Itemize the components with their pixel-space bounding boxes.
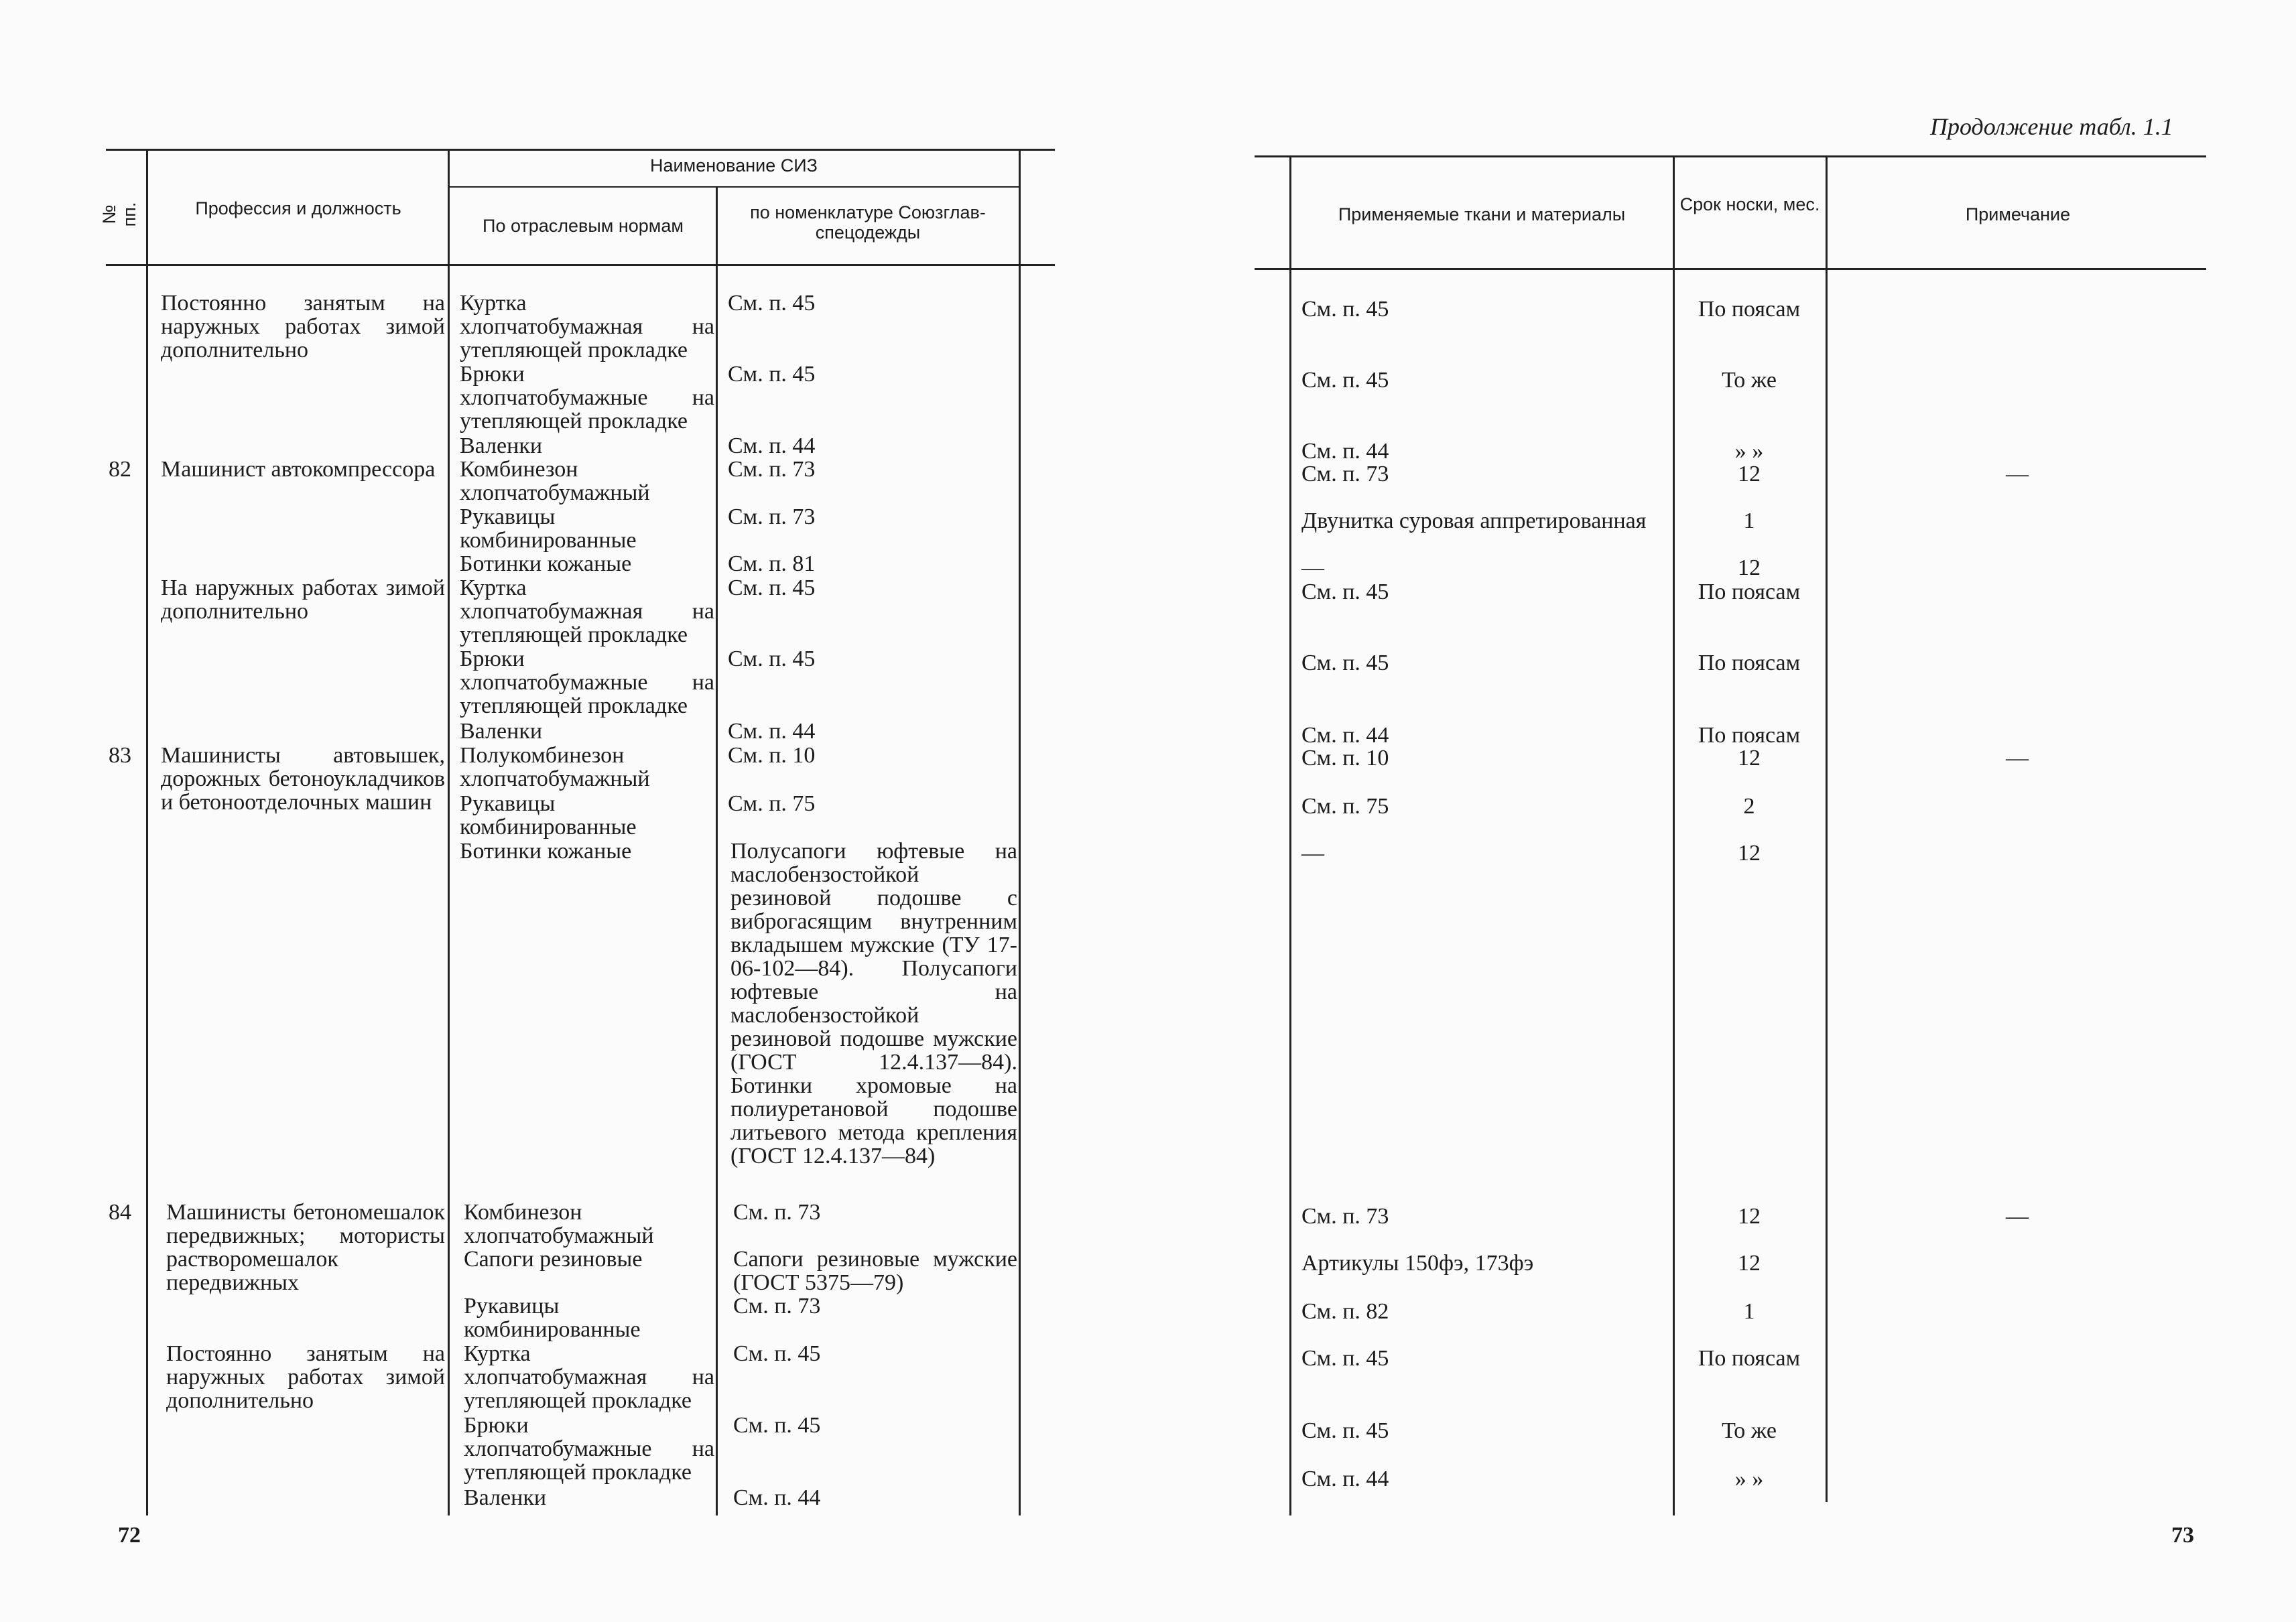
table-caption: Продолжение табл. 1.1 bbox=[1930, 113, 2173, 140]
note-cell: — bbox=[2006, 1204, 2029, 1229]
materials-cell: См. п. 45 bbox=[1301, 1346, 1389, 1371]
materials-cell: См. п. 82 bbox=[1301, 1299, 1389, 1324]
header-term: Срок носки, мес. bbox=[1679, 194, 1820, 214]
siz-nomenclature: См. п. 73 bbox=[728, 457, 816, 482]
siz-nomenclature: См. п. 75 bbox=[728, 791, 816, 816]
term-cell: 12 bbox=[1738, 746, 1761, 770]
materials-cell: См. п. 73 bbox=[1301, 462, 1389, 486]
siz-industry: Полукомбинезон хлопчатобумажный bbox=[460, 743, 650, 791]
siz-industry: Куртка хлопчатобумажная на утепляющей прокладке bbox=[460, 576, 714, 647]
siz-industry: Брюки хлопчатобумажные на утепляющей прокладке bbox=[460, 362, 714, 433]
header-note: Примечание bbox=[1965, 204, 2071, 224]
term-cell: То же bbox=[1722, 368, 1777, 393]
col-divider bbox=[146, 149, 148, 1515]
profession: На наружных работах зимой дополнительно bbox=[161, 576, 445, 624]
profession: Постоянно занятым на наружных работах зимой дополнительно bbox=[166, 1341, 445, 1413]
term-cell: 1 bbox=[1743, 509, 1755, 533]
siz-nomenclature: См. п. 73 bbox=[728, 504, 816, 529]
siz-industry: Валенки bbox=[460, 719, 543, 744]
term-cell: По поясам bbox=[1698, 723, 1801, 748]
col-divider bbox=[1289, 155, 1291, 1515]
term-cell: По поясам bbox=[1698, 580, 1801, 604]
note-cell: — bbox=[2006, 462, 2029, 486]
siz-nomenclature: См. п. 45 bbox=[728, 647, 816, 671]
term-cell: 12 bbox=[1738, 555, 1761, 580]
materials-cell: — bbox=[1301, 555, 1324, 580]
page-number: 73 bbox=[2171, 1523, 2194, 1548]
materials-cell: См. п. 45 bbox=[1301, 297, 1389, 322]
siz-nomenclature: Полусапоги юфтевые на маслобензостойкой резиновой подошве с виброгасящим внутренним вкладышем мужские (ТУ 17-06-102—84). Полусапоги юфтевые на маслобензостойкой резиновой подошве мужские (ГОСТ 12.4.137—84). Ботинки хромовые на полиуретановой подошве литьевого метода крепления (ГОСТ 12.4.137—84) bbox=[730, 839, 1017, 1168]
table-top-rule bbox=[106, 149, 1055, 151]
term-cell: По поясам bbox=[1698, 1346, 1801, 1371]
col-divider bbox=[1019, 149, 1021, 1515]
materials-cell: См. п. 45 bbox=[1301, 1418, 1389, 1443]
term-cell: 12 bbox=[1738, 841, 1761, 866]
term-cell: » » bbox=[1734, 1467, 1764, 1491]
materials-cell: Двунитка суровая аппретированная bbox=[1301, 509, 1647, 533]
term-cell: 12 bbox=[1738, 1251, 1761, 1276]
siz-industry: Ботинки кожаные bbox=[460, 551, 632, 576]
siz-nomenclature: См. п. 73 bbox=[733, 1200, 821, 1225]
header-profession: Профессия и должность bbox=[195, 198, 401, 218]
siz-nomenclature: См. п. 45 bbox=[733, 1413, 821, 1438]
siz-nomenclature: См. п. 73 bbox=[733, 1294, 821, 1319]
siz-industry: Куртка хлопчатобумажная на утепляющей прокладке bbox=[460, 291, 714, 362]
materials-cell: См. п. 44 bbox=[1301, 1467, 1389, 1491]
col-divider bbox=[448, 149, 450, 1515]
header-bottom-rule bbox=[106, 264, 1055, 266]
siz-industry: Куртка хлопчатобумажная на утепляющей прокладке bbox=[464, 1341, 714, 1413]
materials-cell: — bbox=[1301, 841, 1324, 866]
term-cell: То же bbox=[1722, 1418, 1777, 1443]
materials-cell: См. п. 10 bbox=[1301, 746, 1389, 770]
table-top-rule bbox=[1255, 155, 2206, 157]
materials-cell: См. п. 44 bbox=[1301, 723, 1389, 748]
term-cell: 12 bbox=[1738, 1204, 1761, 1229]
siz-industry: Рукавицы комбинированные bbox=[464, 1294, 641, 1342]
siz-industry: Рукавицы комбинированные bbox=[460, 504, 637, 553]
materials-cell: См. п. 73 bbox=[1301, 1204, 1389, 1229]
siz-industry: Рукавицы комбинированные bbox=[460, 791, 637, 839]
header-num: № пп. bbox=[99, 202, 139, 227]
materials-cell: См. п. 45 bbox=[1301, 651, 1389, 675]
siz-industry: Сапоги резиновые bbox=[464, 1247, 643, 1272]
siz-nomenclature: См. п. 44 bbox=[728, 719, 816, 744]
header-materials: Применяемые ткани и материалы bbox=[1338, 204, 1626, 224]
siz-industry: Ботинки кожаные bbox=[460, 839, 632, 864]
siz-industry: Брюки хлопчатобумажные на утепляющей прокладке bbox=[464, 1413, 714, 1485]
header-subrule bbox=[449, 186, 1020, 188]
row-number: 83 bbox=[109, 743, 131, 768]
siz-nomenclature: См. п. 45 bbox=[728, 576, 816, 600]
profession: Машинисты бетономешалок передвижных; мотористы растворомешалок передвижных bbox=[166, 1200, 445, 1295]
header-bottom-rule bbox=[1255, 268, 2206, 270]
siz-industry: Брюки хлопчатобумажные на утепляющей прокладке bbox=[460, 647, 714, 718]
term-cell: 2 bbox=[1743, 794, 1755, 819]
materials-cell: См. п. 45 bbox=[1301, 580, 1389, 604]
siz-industry: Комбинезон хлопчатобумажный bbox=[464, 1200, 654, 1248]
siz-industry: Комбинезон хлопчатобумажный bbox=[460, 457, 650, 505]
materials-cell: См. п. 75 bbox=[1301, 794, 1389, 819]
col-divider bbox=[1826, 155, 1828, 1502]
siz-nomenclature: См. п. 81 bbox=[728, 551, 816, 576]
header-nomenclature: по номенклатуре Союзглав-спецодежды bbox=[750, 202, 986, 243]
term-cell: По поясам bbox=[1698, 651, 1801, 675]
term-cell: » » bbox=[1734, 439, 1764, 464]
materials-cell: См. п. 44 bbox=[1301, 439, 1389, 464]
siz-nomenclature: См. п. 44 bbox=[733, 1485, 821, 1510]
profession: Машинист автокомпрессора bbox=[161, 457, 436, 482]
materials-cell: Артикулы 150фэ, 173фэ bbox=[1301, 1251, 1534, 1276]
siz-nomenclature: Сапоги резиновые мужские (ГОСТ 5375—79) bbox=[733, 1247, 1017, 1295]
term-cell: 1 bbox=[1743, 1299, 1755, 1324]
profession: Постоянно занятым на наружных работах зимой дополнительно bbox=[161, 291, 445, 362]
siz-nomenclature: См. п. 44 bbox=[728, 433, 816, 458]
siz-nomenclature: См. п. 10 bbox=[728, 743, 816, 768]
siz-industry: Валенки bbox=[464, 1485, 547, 1510]
row-number: 84 bbox=[109, 1200, 131, 1225]
term-cell: 12 bbox=[1738, 462, 1761, 486]
note-cell: — bbox=[2006, 746, 2029, 770]
page-number: 72 bbox=[118, 1523, 141, 1548]
profession: Машинисты автовышек, дорожных бетоноукладчиков и бетоноотделочных машин bbox=[161, 743, 445, 815]
siz-nomenclature: См. п. 45 bbox=[728, 291, 816, 316]
siz-industry: Валенки bbox=[460, 433, 543, 458]
materials-cell: См. п. 45 bbox=[1301, 368, 1389, 393]
siz-nomenclature: См. п. 45 bbox=[728, 362, 816, 387]
col-divider bbox=[716, 186, 718, 1515]
header-siz: Наименование СИЗ bbox=[650, 155, 818, 176]
header-industry: По отраслевым нормам bbox=[483, 216, 684, 236]
col-divider bbox=[1673, 155, 1675, 1515]
siz-nomenclature: См. п. 45 bbox=[733, 1341, 821, 1366]
row-number: 82 bbox=[109, 457, 131, 482]
term-cell: По поясам bbox=[1698, 297, 1801, 322]
